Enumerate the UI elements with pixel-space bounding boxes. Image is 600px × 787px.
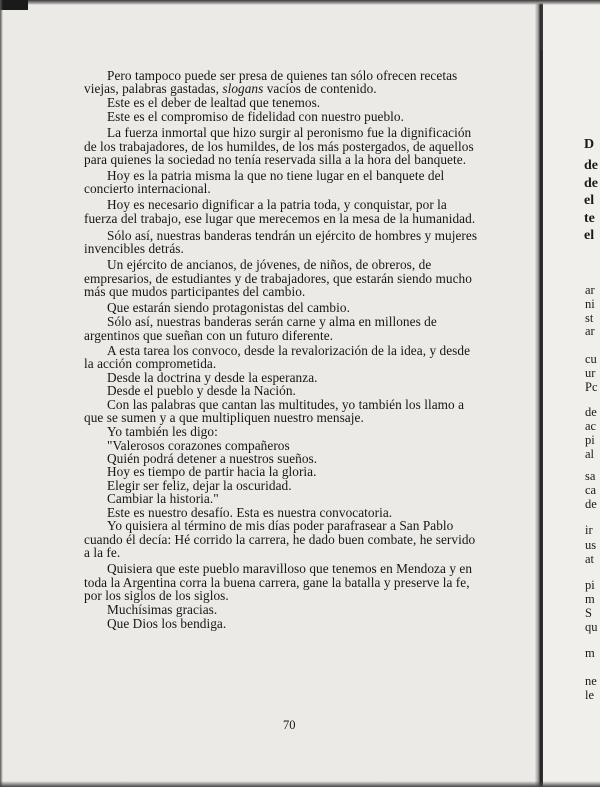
- text-line: Este es el compromiso de fidelidad con nuestro pueblo.: [107, 109, 405, 124]
- scan-left-edge: [0, 0, 3, 787]
- facing-page-fragment: D: [584, 137, 595, 152]
- text-line: toda la Argentina corra la buena carrera, gane la batalla y preserve la fe,: [84, 575, 470, 590]
- text-line: A esta tarea los convoco, desde la revalorización de la idea, y desde: [107, 343, 471, 358]
- facing-page-fragment: el: [584, 228, 595, 243]
- text-line: Hoy es la patria misma la que no tiene lugar en el banquete del: [107, 168, 445, 183]
- text-line: Desde la doctrina y desde la esperanza.: [107, 370, 318, 385]
- scan-bottom-edge: [0, 781, 600, 787]
- facing-page-fragment: qu: [585, 620, 598, 634]
- text-line: fuerza del trabajo, ese lugar que merecemos en la mesa de la humanidad.: [84, 211, 476, 226]
- facing-page-fragment: m: [585, 646, 595, 660]
- scan-corner-mark: [0, 0, 28, 10]
- facing-page-fragment: de: [584, 158, 598, 173]
- facing-page-fragment: ur: [585, 366, 596, 380]
- book-gutter: [535, 0, 543, 787]
- facing-page-fragment: ne: [585, 674, 597, 688]
- facing-page-fragment: us: [585, 538, 597, 552]
- text-line: Hoy es necesario dignificar a la patria toda, y conquistar, por la: [107, 197, 447, 212]
- text-line: Cambiar la historia.": [107, 491, 219, 506]
- scan-top-shadow: [0, 0, 600, 5]
- text-line: Quién podrá detener a nuestros sueños.: [107, 451, 318, 466]
- text-line: Este es el deber de lealtad que tenemos.: [107, 95, 321, 110]
- text-line: invencibles detrás.: [84, 241, 184, 256]
- facing-page-fragment: sa: [585, 469, 596, 483]
- text-line: de los trabajadores, de los humildes, de los más postergados, de aquellos: [84, 139, 474, 154]
- text-line: por los siglos de los siglos.: [84, 588, 229, 603]
- facing-page-fragment: cu: [585, 352, 597, 366]
- text-line: Yo también les digo:: [107, 424, 218, 439]
- text-line: Hoy es tiempo de partir hacia la gloria.: [107, 464, 317, 479]
- text-line: Desde el pueblo y desde la Nación.: [107, 383, 296, 398]
- text-line: la acción comprometida.: [84, 356, 217, 371]
- text-line: Que Dios los bendiga.: [107, 616, 227, 631]
- text-line: Yo quisiera al término de mis días poder parafrasear a San Pablo: [107, 518, 454, 533]
- text-line: cuando él decía: Hé corrido la carrera, he dado buen combate, he servido: [84, 532, 476, 547]
- text-line: Elegir ser feliz, dejar la oscuridad.: [107, 478, 292, 493]
- text-line: Sólo así, nuestras banderas serán carne y alma en millones de: [107, 314, 437, 329]
- text-line: Que estarán siendo protagonistas del cambio.: [107, 300, 350, 315]
- facing-page-fragment: de: [585, 405, 597, 419]
- facing-page-fragment: de: [584, 176, 598, 191]
- facing-page-fragment: pi: [585, 433, 595, 447]
- text-line: que se sumen y a que multipliquen nuestro mensaje.: [84, 410, 364, 425]
- text-line: Un ejército de ancianos, de jóvenes, de niños, de obreros, de: [107, 257, 432, 272]
- facing-page-fragment: el: [584, 193, 595, 208]
- text-line: La fuerza inmortal que hizo surgir al peronismo fue la dignificación: [107, 125, 472, 140]
- text-line: viejas, palabras gastadas, slogans vacíos de contenido.: [84, 81, 377, 96]
- facing-page-fragment: de: [585, 497, 597, 511]
- facing-page-fragment: ar: [585, 324, 595, 338]
- text-line: Quisiera que este pueblo maravilloso que tenemos en Mendoza y en: [107, 561, 473, 576]
- page-number: 70: [283, 718, 296, 732]
- text-line: para quienes la sociedad no tenía reservada silla a la hora del banquete.: [84, 152, 467, 167]
- text-line: a la fe.: [84, 545, 121, 560]
- facing-page-fragment: ni: [585, 297, 595, 311]
- facing-page-fragment: st: [585, 311, 594, 325]
- text-line: empresarios, de estudiantes y de trabajadores, que estarán siendo mucho: [84, 271, 472, 286]
- facing-page-fragment: te: [584, 211, 595, 226]
- facing-page: [543, 0, 600, 787]
- facing-page-fragment: at: [585, 552, 595, 566]
- facing-page-fragment: ir: [585, 523, 593, 537]
- facing-page-fragment: ar: [585, 283, 595, 297]
- text-line: argentinos que sueñan con un futuro diferente.: [84, 328, 334, 343]
- text-line: Este es nuestro desafío. Esta es nuestra convocatoria.: [107, 505, 393, 520]
- text-line: concierto internacional.: [84, 181, 211, 196]
- facing-page-fragment: ca: [585, 483, 597, 497]
- text-line: Muchísimas gracias.: [107, 602, 218, 617]
- text-line: Sólo así, nuestras banderas tendrán un ejército de hombres y mujeres: [107, 228, 478, 243]
- text-line: Pero tampoco puede ser presa de quienes tan sólo ofrecen recetas: [107, 68, 458, 83]
- text-line: Con las palabras que cantan las multitudes, yo también los llamo a: [107, 397, 465, 412]
- facing-page-fragment: S: [585, 606, 592, 620]
- facing-page-fragment: al: [585, 447, 595, 461]
- text-line: más que mudos participantes del cambio.: [84, 284, 306, 299]
- facing-page-fragment: m: [585, 592, 595, 606]
- facing-page-fragment: pi: [585, 578, 595, 592]
- text-line: "Valerosos corazones compañeros: [107, 438, 290, 453]
- facing-page-fragment: ac: [585, 419, 597, 433]
- facing-page-fragment: le: [585, 688, 595, 702]
- facing-page-fragment: Pc: [585, 380, 598, 394]
